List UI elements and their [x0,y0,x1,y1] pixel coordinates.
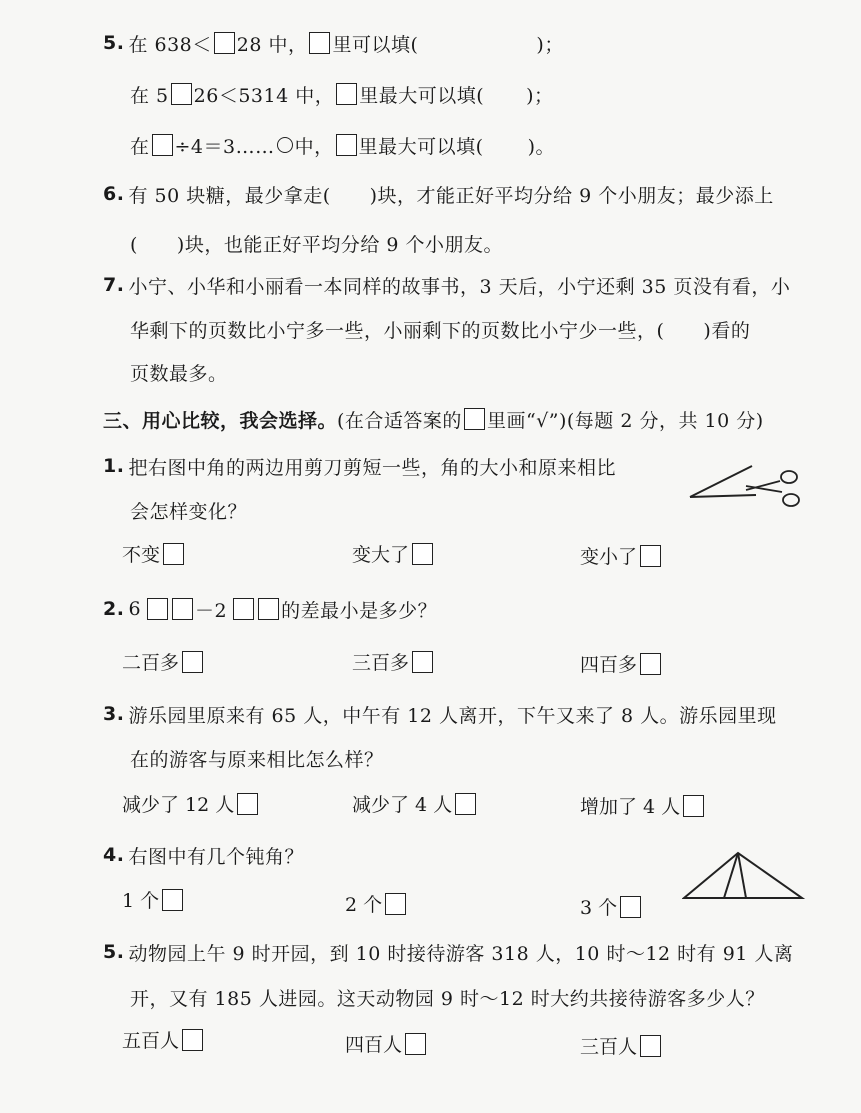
s3-q4-option-2: 2 个 [345,890,408,917]
q5-line-2: 在 5 26＜5314 中， 里最大可以填( )； [130,84,554,107]
option-checkbox[interactable] [683,795,704,817]
option-checkbox[interactable] [640,545,661,567]
s3-q3-option-3: 增加了 4 人 [580,792,706,819]
option-checkbox[interactable] [412,651,433,673]
s3-q4-line-1: 4. 右图中有几个钝角？ [103,844,304,868]
s3-q4-option-1: 1 个 [122,886,185,913]
option-checkbox[interactable] [405,1033,426,1055]
q7-line-2: 华剩下的页数比小宁多一些，小丽剩下的页数比小宁少一些，( )看的 [130,319,751,342]
option-checkbox[interactable] [640,1035,661,1057]
question-number: 7. [103,274,125,296]
question-number: 1. [103,455,125,477]
example-box [464,408,485,430]
question-number: 2. [103,598,125,620]
q5-line-1: 5. 在 638＜ 28 中， 里可以填( )； [103,32,564,56]
section-title: 三、用心比较，我会选择。 [103,409,338,432]
digit-box[interactable] [172,598,193,620]
angle-scissors-figure [686,460,804,520]
question-number: 5. [103,941,125,963]
option-checkbox[interactable] [237,793,258,815]
option-checkbox[interactable] [385,893,406,915]
s3-q3-line-1: 3. 游乐园里原来有 65 人，中午有 12 人离开，下午又来了 8 人。游乐园里现 [103,703,777,727]
s3-q1-option-1: 不变 [122,540,186,567]
s3-q5-line-1: 5. 动物园上午 9 时开园，到 10 时接待游客 318 人，10 时～12 时有 91 人离 [103,941,794,965]
s3-q1-option-3: 变小了 [580,542,663,569]
triangle-figure [682,850,806,902]
answer-box[interactable] [309,32,330,54]
option-checkbox[interactable] [163,543,184,565]
q6-line-1: 6. 有 50 块糖，最少拿走( )块，才能正好平均分给 9 个小朋友；最少添上 [103,183,774,207]
q7-line-1: 7. 小宁、小华和小丽看一本同样的故事书，3 天后，小宁还剩 35 页没有看，小 [103,274,791,298]
s3-q3-option-2: 减少了 4 人 [352,790,478,817]
q7-line-3: 页数最多。 [130,362,228,385]
answer-box[interactable] [171,83,192,105]
question-number: 5. [103,32,125,54]
s3-q5-option-1: 五百人 [122,1026,205,1053]
option-checkbox[interactable] [620,896,641,918]
s3-q2-option-2: 三百多 [352,648,435,675]
answer-box[interactable] [152,134,173,156]
remainder-circle [277,137,293,153]
answer-box[interactable] [336,83,357,105]
s3-q1-line-2: 会怎样变化？ [130,500,248,523]
option-checkbox[interactable] [640,653,661,675]
digit-box[interactable] [258,598,279,620]
answer-box[interactable] [214,32,235,54]
s3-q5-line-2: 开，又有 185 人进园。这天动物园 9 时～12 时大约共接待游客多少人？ [130,987,765,1010]
s3-q3-line-2: 在的游客与原来相比怎么样？ [130,748,384,771]
s3-q2-line-1: 2. 6 －2 的差最小是多少？ [103,598,438,622]
question-number: 3. [103,703,125,725]
section-heading: 三、用心比较，我会选择。 (在合适答案的 里画“√”)(每题 2 分，共 10 分) [103,402,764,436]
s3-q3-option-1: 减少了 12 人 [122,790,260,817]
option-checkbox[interactable] [162,889,183,911]
option-checkbox[interactable] [455,793,476,815]
option-checkbox[interactable] [412,543,433,565]
s3-q1-line-1: 1. 把右图中角的两边用剪刀剪短一些，角的大小和原来相比 [103,455,616,479]
q5-line-3: 在 ÷4＝3…… 中， 里最大可以填( )。 [130,135,555,158]
option-checkbox[interactable] [182,651,203,673]
s3-q2-option-3: 四百多 [580,650,663,677]
digit-box[interactable] [233,598,254,620]
s3-q5-option-2: 四百人 [345,1030,428,1057]
s3-q1-option-2: 变大了 [352,540,435,567]
s3-q5-option-3: 三百人 [580,1032,663,1059]
option-checkbox[interactable] [182,1029,203,1051]
s3-q4-option-3: 3 个 [580,893,643,920]
s3-q2-option-1: 二百多 [122,648,205,675]
answer-box[interactable] [336,134,357,156]
question-number: 4. [103,844,125,866]
digit-box[interactable] [147,598,168,620]
q6-line-2: ( )块，也能正好平均分给 9 个小朋友。 [130,233,503,256]
question-number: 6. [103,183,125,205]
